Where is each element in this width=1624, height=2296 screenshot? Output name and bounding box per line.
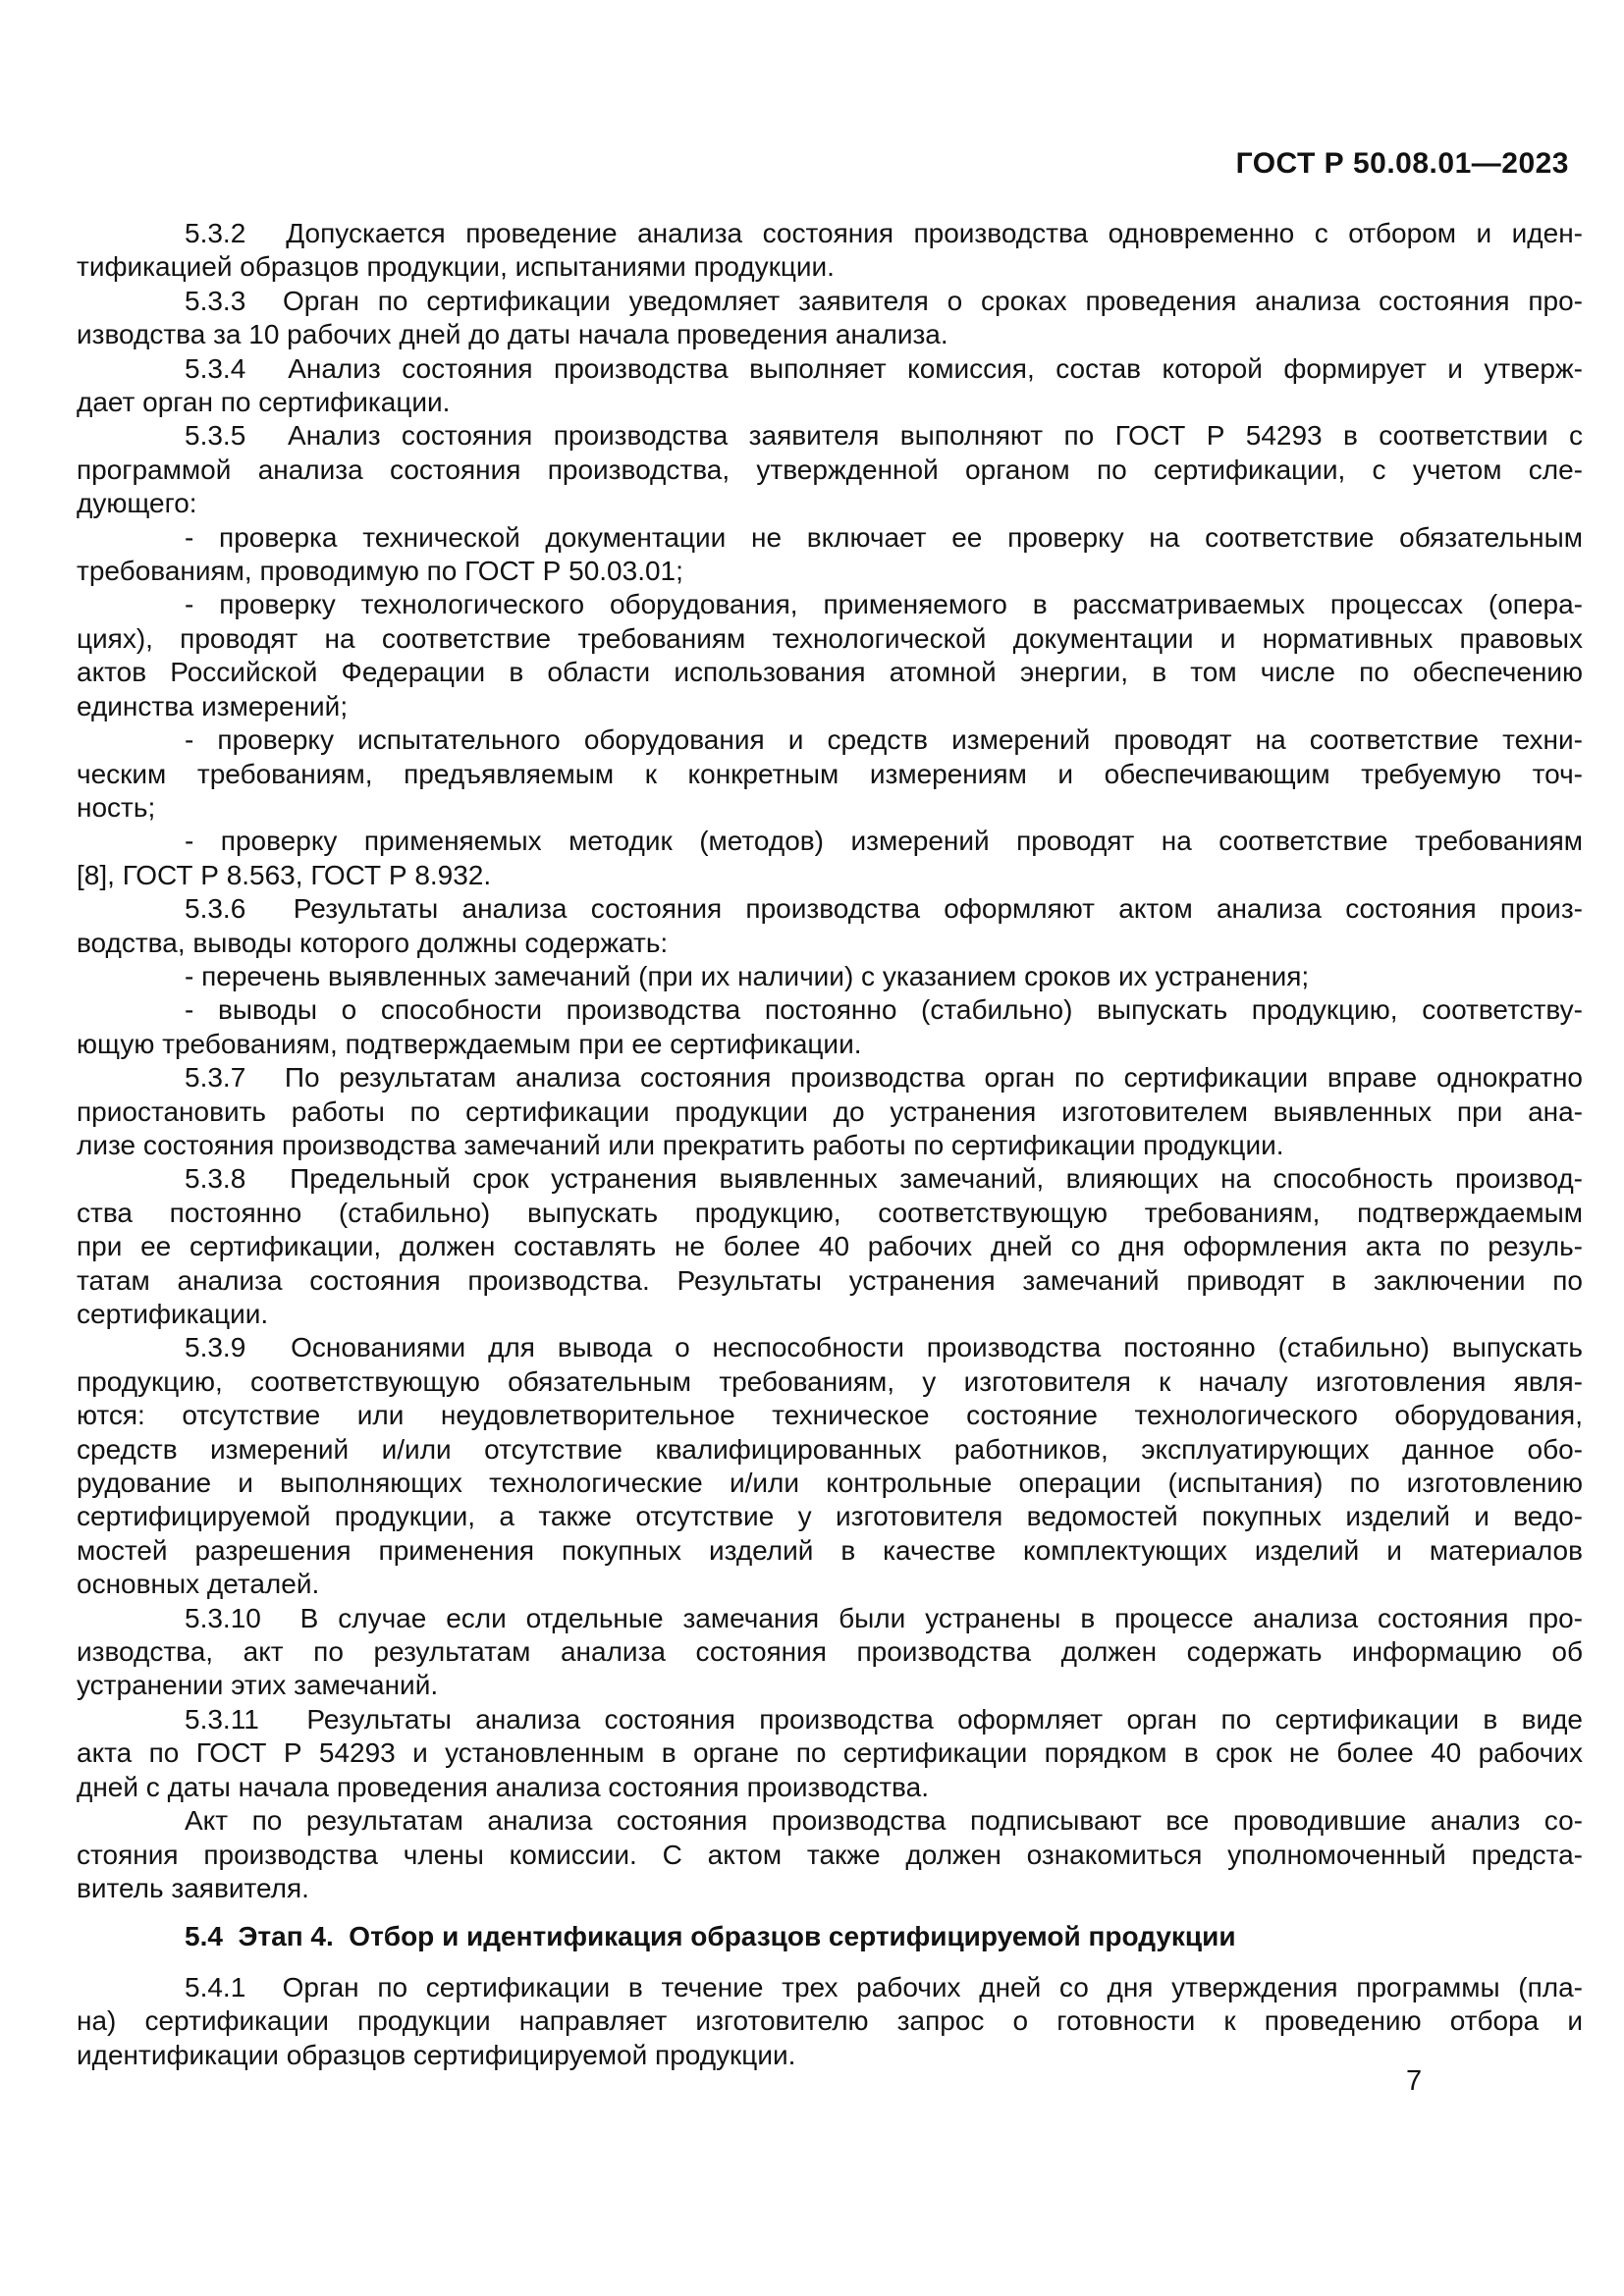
text-line: изводства, акт по результатам анализа состояния производства должен содержать информацию об [77, 1636, 1583, 1668]
text-line: [8], ГОСТ Р 8.563, ГОСТ Р 8.932. [77, 859, 492, 890]
paragraph [77, 1703, 1583, 1804]
text-line: циях), проводят на соответствие требованиям технологической документации и нормативных правовых [77, 622, 1583, 654]
text-line: 5.3.11 Результаты анализа состояния производства оформляет орган по сертификации в виде [185, 1703, 1583, 1735]
text-line: лизе состояния производства замечаний или прекратить работы по сертификации продукции. [77, 1129, 1284, 1160]
text-line: 5.3.6 Результаты анализа состояния производства оформляют актом анализа состояния произ- [185, 893, 1583, 925]
text-line: акта по ГОСТ Р 54293 и установленным в органе по сертификации порядком в срок не более 40 рабочих [77, 1737, 1583, 1769]
text-line: ность; [77, 791, 156, 823]
text-line: рудование и выполняющих технологические и/или контрольные операции (испытания) по изготовлению [77, 1468, 1583, 1499]
doc-code-header: ГОСТ Р 50.08.01—2023 [1235, 147, 1569, 180]
page-number: 7 [1406, 2065, 1423, 2097]
paragraph [77, 217, 1583, 285]
text-line: татам анализа состояния производства. Результаты устранения замечаний приводят в заключении по [77, 1264, 1583, 1296]
text-line: водства, выводы которого должны содержать: [77, 927, 669, 958]
text-line: мостей разрешения применения покупных изделий в качестве комплектующих изделий и материалов [77, 1534, 1583, 1566]
text-line: дает орган по сертификации. [77, 387, 451, 418]
paragraph [77, 588, 1583, 723]
text-line: ющую требованиям, подтверждаемым при ее сертификации. [77, 1028, 862, 1059]
text-line: изводства за 10 рабочих дней до даты начала проведения анализа. [77, 319, 948, 350]
text-line: 5.4.1 Орган по сертификации в течение трех рабочих дней со дня утверждения программы (пла- [185, 1971, 1583, 2002]
paragraph [77, 521, 1583, 589]
paragraph [77, 892, 1583, 960]
text-line: тификацией образцов продукции, испытаниями продукции. [77, 251, 835, 283]
text-line: - проверка технической документации не включает ее проверку на соответствие обязательным [185, 521, 1583, 553]
text-line: 5.3.7 По результатам анализа состояния производства орган по сертификации вправе однократно [185, 1062, 1583, 1094]
text-line: продукцию, соответствующую обязательным требованиям, у изготовителя к началу изготовления явля- [77, 1365, 1583, 1397]
text-line: - перечень выявленных замечаний (при их наличии) с указанием сроков их устранения; [185, 960, 1310, 991]
text-line: 5.3.2 Допускается проведение анализа состояния производства одновременно с отбором и иден- [185, 218, 1583, 248]
text-line: Акт по результатам анализа состояния производства подписывают все проводившие анализ со- [185, 1805, 1583, 1837]
paragraph [77, 419, 1583, 520]
text-line: сертифицируемой продукции, а также отсутствие у изготовителя ведомостей покупных изделий и ведо- [77, 1501, 1583, 1532]
text-line: - проверку испытательного оборудования и средств измерений проводят на соответствие техни- [185, 724, 1583, 756]
text-line: 5.3.8 Предельный срок устранения выявленных замечаний, влияющих на способность производ- [185, 1163, 1583, 1195]
text-line: - проверку применяемых методик (методов) измерений проводят на соответствие требованиям [185, 826, 1583, 857]
paragraph [77, 1971, 1583, 2072]
paragraph [77, 1061, 1583, 1162]
text-line: - проверку технологического оборудования, применяемого в рассматриваемых процессах (опера- [185, 589, 1583, 620]
text-line: актов Российской Федерации в области использования атомной энергии, в том числе по обеспечению [77, 657, 1583, 688]
text-line: дней с даты начала проведения анализа состояния производства. [77, 1771, 929, 1802]
text-line: витель заявителя. [77, 1872, 309, 1903]
paragraph [77, 825, 1583, 892]
section-heading: 5.4 Этап 4. Отбор и идентификация образцов сертифицируемой продукции [185, 1921, 1236, 1952]
text-line: идентификации образцов сертифицируемой продукции. [77, 2039, 796, 2070]
text-line: сертификации. [77, 1299, 269, 1329]
text-line: ческим требованиям, предъявляемым к конкретным измерениям и обеспечивающим требуемую точ- [77, 758, 1583, 789]
text-line: основных деталей. [77, 1569, 320, 1600]
text-line: приостановить работы по сертификации продукции до устранения изготовителем выявленных при ана- [77, 1095, 1583, 1127]
text-line: единства измерений; [77, 690, 349, 721]
paragraph [77, 1162, 1583, 1331]
text-line: дующего: [77, 488, 197, 519]
text-line: ются: отсутствие или неудовлетворительное техническое состояние технологического оборудования, [77, 1400, 1583, 1431]
paragraph [77, 1804, 1583, 1905]
document-body [77, 217, 1583, 2072]
text-line: при ее сертификации, должен составлять не более 40 рабочих дней со дня оформления акта по резуль- [77, 1231, 1583, 1262]
text-line: требованиям, проводимую по ГОСТ Р 50.03.01; [77, 556, 683, 587]
paragraph [77, 993, 1583, 1061]
text-line: ства постоянно (стабильно) выпускать продукцию, соответствующую требованиям, подтверждаемым [77, 1197, 1583, 1228]
paragraph [77, 1602, 1583, 1703]
text-line: устранении этих замечаний. [77, 1670, 439, 1701]
paragraph [77, 352, 1583, 420]
text-line: 5.3.5 Анализ состояния производства заявителя выполняют по ГОСТ Р 54293 в соответствии с [185, 420, 1583, 452]
text-line: 5.3.10 В случае если отдельные замечания были устранены в процессе анализа состояния про- [185, 1602, 1583, 1633]
text-line: 5.3.3 Орган по сертификации уведомляет заявителя о сроках проведения анализа состояния про- [185, 285, 1583, 316]
paragraph [77, 960, 1583, 993]
paragraph [77, 285, 1583, 352]
text-line: стояния производства члены комиссии. С актом также должен ознакомиться уполномоченный предста- [77, 1839, 1583, 1870]
paragraph [77, 723, 1583, 825]
text-line: 5.3.9 Основаниями для вывода о неспособности производства постоянно (стабильно) выпускать [185, 1332, 1583, 1363]
text-line: программой анализа состояния производства, утвержденной органом по сертификации, с учетом сле- [77, 454, 1583, 485]
paragraph [77, 1331, 1583, 1601]
text-line: на) сертификации продукции направляет изготовителю запрос о готовности к проведению отбора и [77, 2005, 1583, 2037]
text-line: - выводы о способности производства постоянно (стабильно) выпускать продукцию, соответству- [185, 994, 1583, 1026]
text-line: 5.3.4 Анализ состояния производства выполняет комиссия, состав которой формирует и утверж- [185, 352, 1583, 384]
text-line: средств измерений и/или отсутствие квалифицированных работников, эксплуатирующих данное обо- [77, 1433, 1583, 1465]
